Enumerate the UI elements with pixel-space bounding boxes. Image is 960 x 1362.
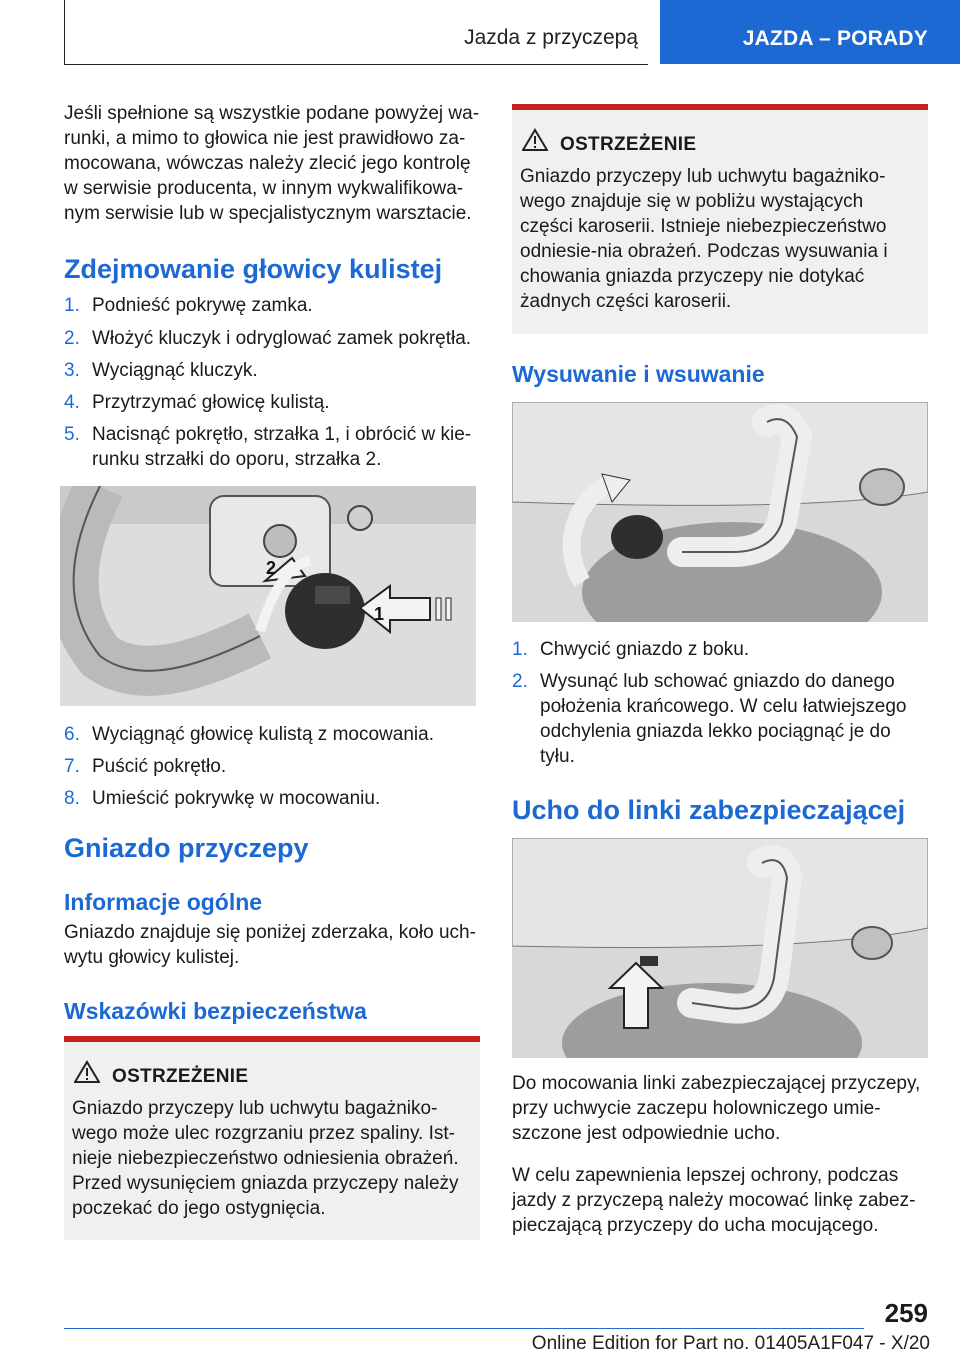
list-item xyxy=(64,422,482,472)
chapter-tab xyxy=(660,0,960,64)
list-item xyxy=(64,754,482,779)
step-text: Wyciągnąć głowicę kulistą z mocowania. xyxy=(92,724,434,745)
list-item xyxy=(64,358,482,383)
step-text: Wysunąć lub schować gniazdo do danego położenia krańcowego. W celu łatwiejszego odchylenia gniazda lekko pociągnąć je do tyłu. xyxy=(540,671,907,767)
step-number: 1. xyxy=(512,639,528,660)
list-item xyxy=(512,637,928,662)
warning-bar xyxy=(512,104,928,110)
step-number: 3. xyxy=(64,360,80,381)
step-number: 6. xyxy=(64,724,80,745)
arrow-label-2: 2 xyxy=(266,558,277,578)
list-item xyxy=(64,326,482,351)
step-number: 1. xyxy=(64,295,80,316)
heading-safety-cable-eye: Ucho do linki zabezpieczającej xyxy=(512,795,906,825)
figure-safety-cable-eye xyxy=(512,838,928,1058)
figure-socket-extend xyxy=(512,402,928,622)
step-text: Włożyć kluczyk i odryglować zamek pokrętła. xyxy=(92,328,472,349)
general-info-text: Gniazdo znajduje się poniżej zderzaka, koło uch-wytu głowicy kulistej. xyxy=(64,922,476,968)
warning-text: Gniazdo przyczepy lub uchwytu bagażniko-wego znajduje się w pobliżu wystających części karoserii. Istnieje niebezpieczeństwo odniesie-nia obrażeń. Podczas wysuwania i chowania gniazda przyczepy nie dotykać żadnych części karoserii. xyxy=(520,166,888,312)
eye-paragraph-1: Do mocowania linki zabezpieczającej przyczepy, przy uchwycie zaczepu holowniczego umie-szczone jest odpowiednie ucho. xyxy=(512,1073,921,1144)
heading-general-info: Informacje ogólne xyxy=(64,889,263,915)
eye-illustration xyxy=(512,838,928,1058)
header-rule-left xyxy=(64,0,65,64)
warning-triangle-icon xyxy=(522,128,548,152)
eye-paragraph-2: W celu zapewnienia lepszej ochrony, podczas jazdy z przyczepą należy mocować linkę zabez-pieczającą przyczepy do ucha mocującego. xyxy=(512,1165,916,1236)
warning-text: Gniazdo przyczepy lub uchwytu bagażniko-wego może ulec rozgrzaniu przez spaliny. Ist-nieje niebezpieczeństwo odniesienia obrażeń. Przed wysunięciem gniazda przyczepy należy poczekać do jego ostygnięcia. xyxy=(72,1098,459,1219)
list-item xyxy=(64,293,482,318)
warning-title: OSTRZEŻENIE xyxy=(112,1066,249,1087)
arrow-label-1: 1 xyxy=(374,604,385,624)
header-rule-bottom xyxy=(64,64,648,65)
warning-box-body-parts xyxy=(512,104,928,334)
socket-illustration xyxy=(512,402,928,622)
step-number: 2. xyxy=(512,671,528,692)
intro-paragraph: Jeśli spełnione są wszystkie podane powyżej wa-runki, a mimo to głowica nie jest prawidłowo za-mocowana, wówczas należy zlecić jego kontrolę w serwisie producenta, w innym wykwalifikowa-nym serwisie lub w specjalistycznym warsztacie. xyxy=(64,103,480,224)
list-item xyxy=(512,669,912,769)
step-text: Nacisnąć pokrętło, strzałka 1, i obrócić w kie-runku strzałki do oporu, strzałka 2. xyxy=(92,424,472,470)
step-number: 8. xyxy=(64,788,80,809)
list-item xyxy=(64,722,482,747)
chapter-title: JAZDA – PORADY xyxy=(742,27,928,50)
section-title: Jazda z przyczepą xyxy=(464,26,638,49)
step-text: Puścić pokrętło. xyxy=(92,756,227,777)
warning-bar xyxy=(64,1036,480,1042)
heading-ball-head-removal: Zdejmowanie głowicy kulistej xyxy=(64,254,443,284)
step-number: 5. xyxy=(64,424,80,445)
step-number: 2. xyxy=(64,328,80,349)
ball-head-illustration xyxy=(60,486,476,706)
edition-note: Online Edition for Part no. 01405A1F047 - X/20 xyxy=(531,1333,930,1354)
step-number: 4. xyxy=(64,392,80,413)
warning-triangle-icon xyxy=(74,1060,100,1084)
list-item xyxy=(64,786,482,811)
step-text: Podnieść pokrywę zamka. xyxy=(92,295,313,316)
footer-rule xyxy=(64,1328,864,1329)
step-number: 7. xyxy=(64,756,80,777)
figure-ball-head-removal xyxy=(60,486,476,706)
step-text: Umieścić pokrywkę w mocowaniu. xyxy=(92,788,381,809)
heading-extend-retract: Wysuwanie i wsuwanie xyxy=(512,361,765,387)
warning-title: OSTRZEŻENIE xyxy=(560,134,697,155)
step-text: Chwycić gniazdo z boku. xyxy=(540,639,750,660)
heading-safety: Wskazówki bezpieczeństwa xyxy=(64,998,367,1024)
step-text: Przytrzymać głowicę kulistą. xyxy=(92,392,330,413)
warning-box-heat xyxy=(64,1036,480,1240)
page-number: 259 xyxy=(884,1298,928,1328)
heading-trailer-socket: Gniazdo przyczepy xyxy=(64,833,309,863)
list-item xyxy=(64,390,482,415)
step-text: Wyciągnąć kluczyk. xyxy=(92,360,258,381)
